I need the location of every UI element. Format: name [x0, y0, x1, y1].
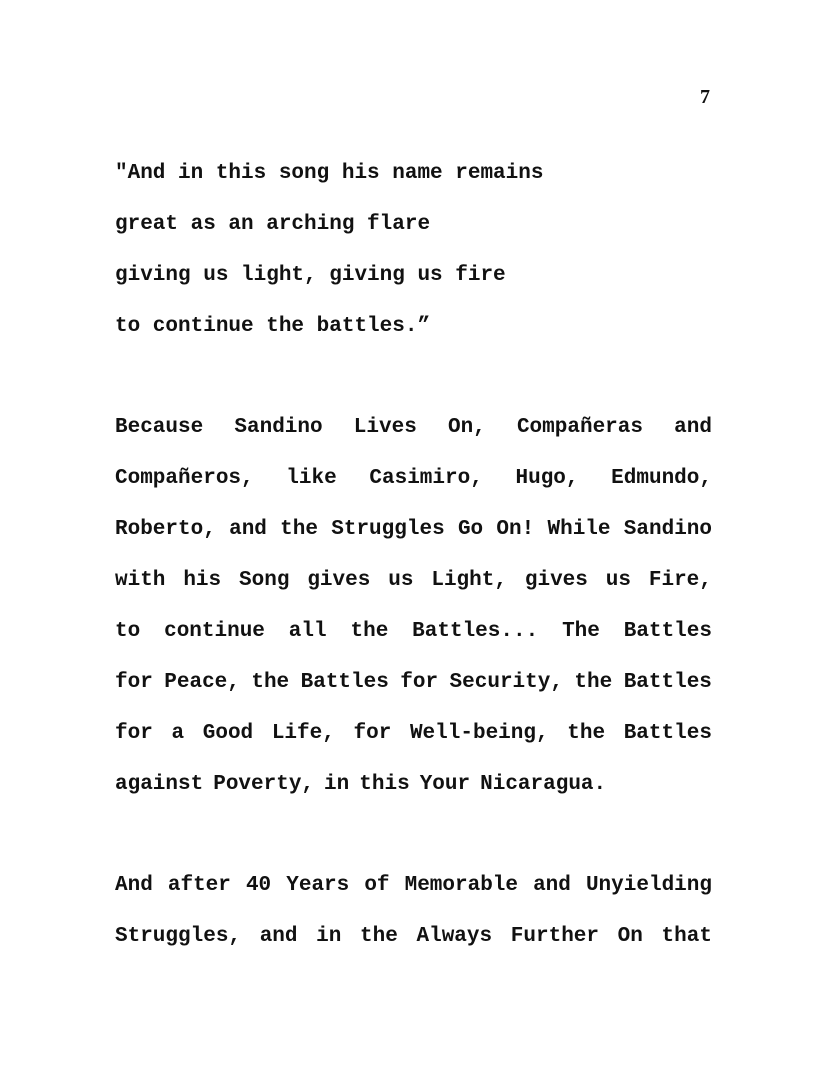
paragraph-line [115, 911, 712, 962]
page-number: 7 [700, 86, 710, 108]
word: the [350, 620, 389, 643]
word: Fire, [648, 569, 712, 592]
word: like [286, 467, 337, 490]
word: Memorable [404, 874, 519, 897]
word: his [183, 569, 222, 592]
word: Peace, [164, 671, 240, 694]
word: Your [419, 773, 471, 796]
word: Battles [300, 671, 389, 694]
word: all [288, 620, 327, 643]
word: for [353, 722, 392, 745]
paragraph-line [115, 504, 712, 555]
word: Song [239, 569, 290, 592]
word: Edmundo, [611, 467, 712, 490]
paragraph-forty-years [115, 860, 712, 962]
word: this [359, 773, 410, 796]
word: On, [447, 416, 486, 439]
word: On! [496, 518, 535, 541]
word: against [115, 773, 204, 796]
word: And [115, 874, 153, 897]
poem-line: giving us light, giving us fire [115, 264, 506, 287]
word: Compañeros, [115, 467, 254, 490]
word: gives [524, 569, 588, 592]
word: gives [307, 569, 371, 592]
poem-line: to continue the battles.” [115, 315, 431, 338]
word: Security, [449, 671, 563, 694]
word: in [316, 925, 342, 948]
word: Because [115, 416, 204, 439]
word: with [115, 569, 166, 592]
paragraph-line [115, 555, 712, 606]
word: continue [164, 620, 265, 643]
poem-line: "And in this song his name remains [115, 162, 544, 185]
quoted-poem [115, 148, 712, 352]
word: Years [286, 874, 350, 897]
word: for [115, 722, 153, 745]
word: the [360, 925, 398, 948]
word: in [324, 773, 350, 796]
word: Compañeras [516, 416, 643, 439]
word: of [364, 874, 390, 897]
word: for [400, 671, 439, 694]
word: Always [416, 925, 493, 948]
word: Struggles [331, 518, 445, 541]
word: Nicaragua. [480, 773, 607, 796]
word: Casimiro, [369, 467, 483, 490]
word: Go [457, 518, 484, 541]
word: Unyielding [585, 874, 712, 897]
word: The [562, 620, 600, 643]
word: Sandino [623, 518, 712, 541]
paragraph-line [115, 860, 712, 911]
word: and [533, 874, 571, 897]
word: Hugo, [515, 467, 579, 490]
paragraph-line [115, 657, 712, 708]
word: a [171, 722, 185, 745]
word: us [388, 569, 414, 592]
word: Battles [623, 671, 712, 694]
word: Battles... [412, 620, 539, 643]
word: Battles [623, 722, 712, 745]
paragraph-line [115, 606, 712, 657]
word: after [167, 874, 231, 897]
poem-line: great as an arching flare [115, 213, 431, 236]
word: Further [510, 925, 599, 948]
word: the [574, 671, 613, 694]
word: Struggles, [115, 925, 242, 948]
word: that [661, 925, 712, 948]
paragraph-line [115, 453, 712, 504]
paragraph-line [115, 759, 712, 810]
word: Poverty, [213, 773, 315, 796]
word: for [115, 671, 153, 694]
word: us [605, 569, 631, 592]
word: and [259, 925, 298, 948]
word: While [547, 518, 611, 541]
word: Lives [353, 416, 417, 439]
word: the [567, 722, 606, 745]
word: 40 [245, 874, 272, 897]
word: On [617, 925, 643, 948]
word: Good [202, 722, 254, 745]
word: the [280, 518, 318, 541]
word: Life, [271, 722, 335, 745]
word: Roberto, [115, 518, 216, 541]
word: Well-being, [409, 722, 549, 745]
paragraph-line [115, 402, 712, 453]
word: the [251, 671, 290, 694]
word: and [674, 416, 712, 439]
word: Battles [623, 620, 712, 643]
word: Light, [431, 569, 507, 592]
paragraph-line [115, 708, 712, 759]
paragraph-sandino-lives-on [115, 402, 712, 810]
word: and [229, 518, 267, 541]
word: to [115, 620, 141, 643]
word: Sandino [234, 416, 323, 439]
